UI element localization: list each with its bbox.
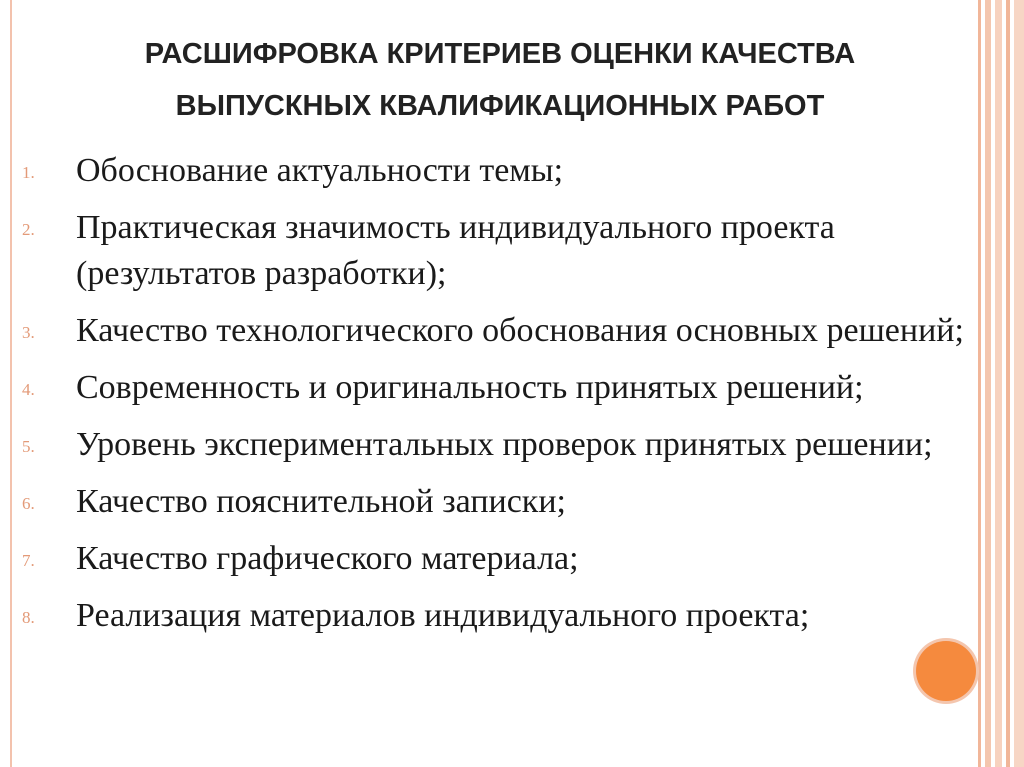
criteria-list — [18, 148, 1008, 650]
stripe — [1014, 0, 1024, 767]
list-item — [18, 479, 1008, 525]
decorative-circle-icon — [916, 641, 976, 701]
slide-title — [60, 28, 940, 132]
item-number: 3. — [22, 323, 35, 342]
left-border-line — [10, 0, 12, 767]
list-item — [18, 205, 1008, 297]
item-text: Практическая значимость индивидуального проекта (результатов разработки); — [76, 209, 835, 292]
item-number: 2. — [22, 220, 35, 239]
item-number: 1. — [22, 163, 35, 182]
list-item — [18, 593, 1008, 639]
item-number: 4. — [22, 380, 35, 399]
item-number: 5. — [22, 437, 35, 456]
item-text: Реализация материалов индивидуального проекта; — [76, 597, 810, 634]
item-number: 6. — [22, 494, 35, 513]
item-number: 8. — [22, 608, 35, 627]
item-number: 7. — [22, 551, 35, 570]
list-item — [18, 422, 1008, 468]
title-line-1: РАСШИФРОВКА КРИТЕРИЕВ ОЦЕНКИ КАЧЕСТВА — [144, 38, 856, 70]
item-text: Современность и оригинальность принятых решений; — [76, 369, 864, 406]
item-text: Качество пояснительной записки; — [76, 483, 566, 520]
item-text: Качество технологического обоснования основных решений; — [76, 312, 964, 349]
list-item — [18, 536, 1008, 582]
item-text: Уровень экспериментальных проверок принятых решении; — [76, 426, 933, 463]
item-text: Обоснование актуальности темы; — [76, 152, 564, 189]
list-item — [18, 148, 1008, 194]
title-line-2: ВЫПУСКНЫХ КВАЛИФИКАЦИОННЫХ РАБОТ — [175, 90, 825, 122]
list-item — [18, 365, 1008, 411]
list-item — [18, 308, 1008, 354]
item-text: Качество графического материала; — [76, 540, 579, 577]
